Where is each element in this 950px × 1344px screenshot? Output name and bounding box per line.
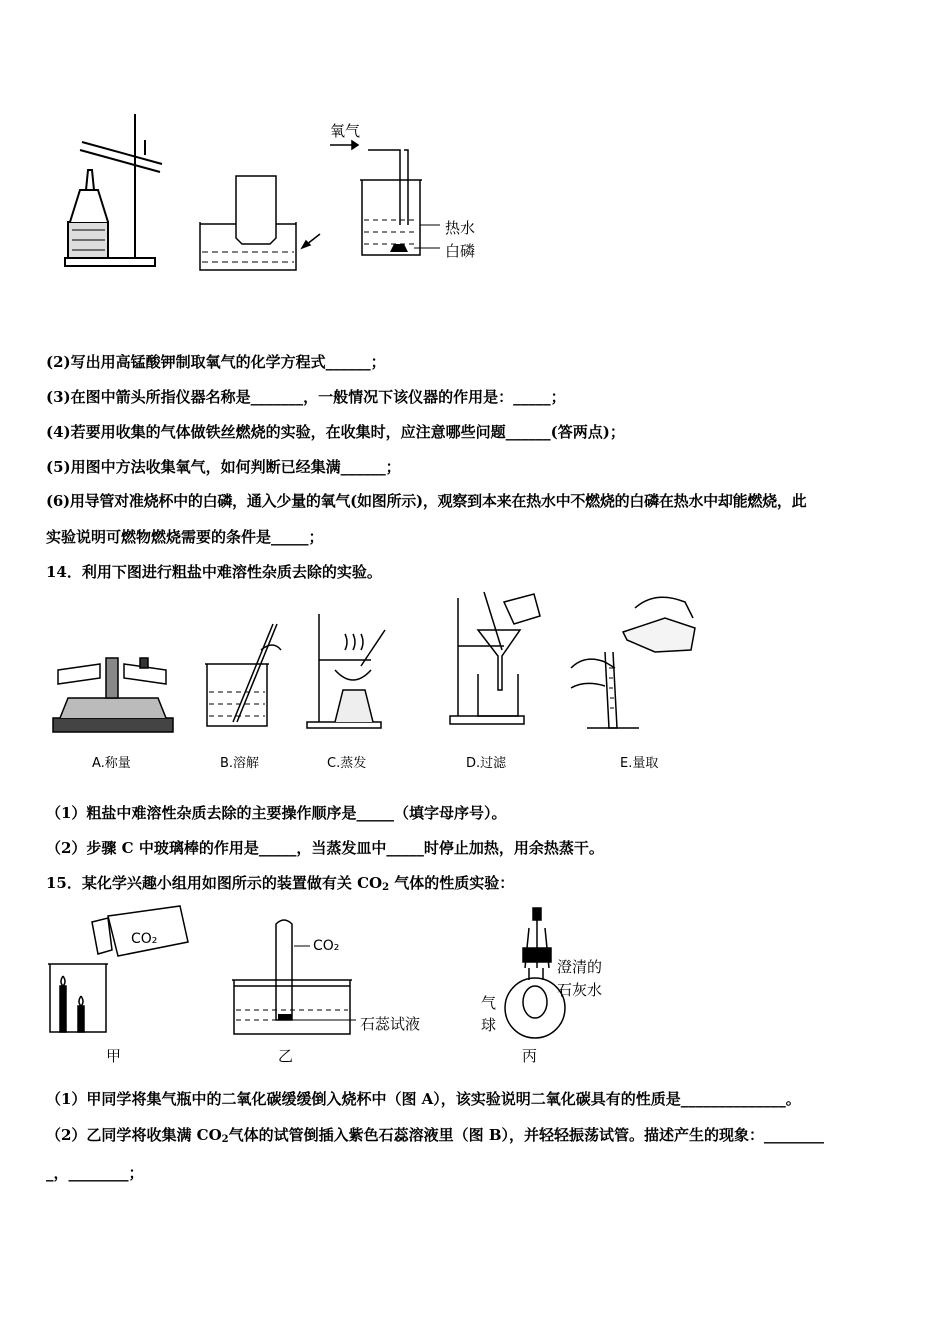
heating-apparatus-figure bbox=[60, 110, 160, 270]
co2-label-a: CO₂ bbox=[131, 931, 158, 947]
balloon-label-1: 气 bbox=[481, 994, 497, 1012]
q13-line-3: (3)在图中箭头所指仪器名称是_______，一般情况下该仪器的作用是：_____； bbox=[46, 388, 566, 406]
q13-line-6a: (6)用导管对准烧杯中的白磷，通入少量的氧气(如图所示)，观察到本来在热水中不燃烧的白磷在热水中却能燃烧，此 bbox=[46, 492, 807, 510]
co2-test-tube-figure bbox=[228, 916, 358, 1036]
caption-e: E.量取 bbox=[620, 756, 659, 771]
fig-label-jia: 甲 bbox=[106, 1047, 122, 1065]
caption-b: B.溶解 bbox=[220, 756, 260, 771]
litmus-label: 石蕊试液 bbox=[360, 1015, 421, 1033]
flask-balloon-figure bbox=[495, 908, 575, 1048]
q15-sub-2 bbox=[46, 1124, 824, 1145]
q15-sub-1: （1）甲同学将集气瓶中的二氧化碳缓缓倒入烧杯中（图 A），该实验说明二氧化碳具有的性质是______________。 bbox=[46, 1090, 801, 1108]
q15-stem bbox=[46, 872, 514, 893]
filtration-figure bbox=[448, 590, 548, 730]
fig-label-yi: 乙 bbox=[278, 1047, 294, 1065]
co2-pour-figure bbox=[48, 908, 198, 1038]
q15-sub2-post: 气体的试管倒插入紫色石蕊溶液里（图 B），并轻轻振荡试管。描述产生的现象：________ bbox=[228, 1126, 825, 1144]
caption-d: D.过滤 bbox=[466, 756, 507, 771]
hot-water-label: 热水 bbox=[445, 219, 476, 237]
q15-sub2-sub: 2 bbox=[221, 1134, 229, 1145]
balance-figure bbox=[48, 650, 178, 735]
q15-stem-post: 气体的性质实验： bbox=[389, 874, 515, 892]
dissolving-figure bbox=[203, 620, 283, 730]
co2-label-b: CO₂ bbox=[313, 938, 340, 954]
evaporation-figure bbox=[305, 610, 395, 730]
white-phosphorus-label: 白磷 bbox=[445, 242, 476, 260]
balloon-label-2: 球 bbox=[481, 1016, 497, 1034]
measuring-figure bbox=[565, 588, 705, 738]
caption-c: C.蒸发 bbox=[327, 756, 367, 771]
q15-stem-pre: 15．某化学兴趣小组用如图所示的装置做有关 CO bbox=[46, 874, 383, 892]
q14-sub-2: （2）步骤 C 中玻璃棒的作用是_____，当蒸发皿中_____时停止加热，用余热蒸干。 bbox=[46, 839, 604, 857]
fig-label-bing: 丙 bbox=[522, 1047, 538, 1065]
oxygen-label: 氧气 bbox=[330, 122, 361, 140]
q13-line-2: (2)写出用高锰酸钾制取氧气的化学方程式______； bbox=[46, 353, 386, 371]
q13-line-6b: 实验说明可燃物燃烧需要的条件是_____； bbox=[46, 528, 324, 546]
q15-sub-2-cont: _，________； bbox=[46, 1164, 144, 1182]
water-trough-figure bbox=[198, 172, 328, 272]
q14-stem: 14．利用下图进行粗盐中难溶性杂质去除的实验。 bbox=[46, 563, 382, 581]
q15-stem-sub: 2 bbox=[382, 882, 390, 893]
limewater-label-1: 澄清的 bbox=[557, 958, 603, 976]
q13-line-4: (4)若要用收集的气体做铁丝燃烧的实验，在收集时，应注意哪些问题______(答两点)； bbox=[46, 423, 625, 441]
q15-sub2-pre: （2）乙同学将收集满 CO bbox=[46, 1126, 222, 1144]
q13-line-5: (5)用图中方法收集氧气，如何判断已经集满______； bbox=[46, 458, 401, 476]
limewater-label-2: 石灰水 bbox=[557, 981, 603, 999]
caption-a: A.称量 bbox=[92, 756, 131, 771]
q14-sub-1: （1）粗盐中难溶性杂质去除的主要操作顺序是_____（填字母序号）。 bbox=[46, 804, 507, 822]
